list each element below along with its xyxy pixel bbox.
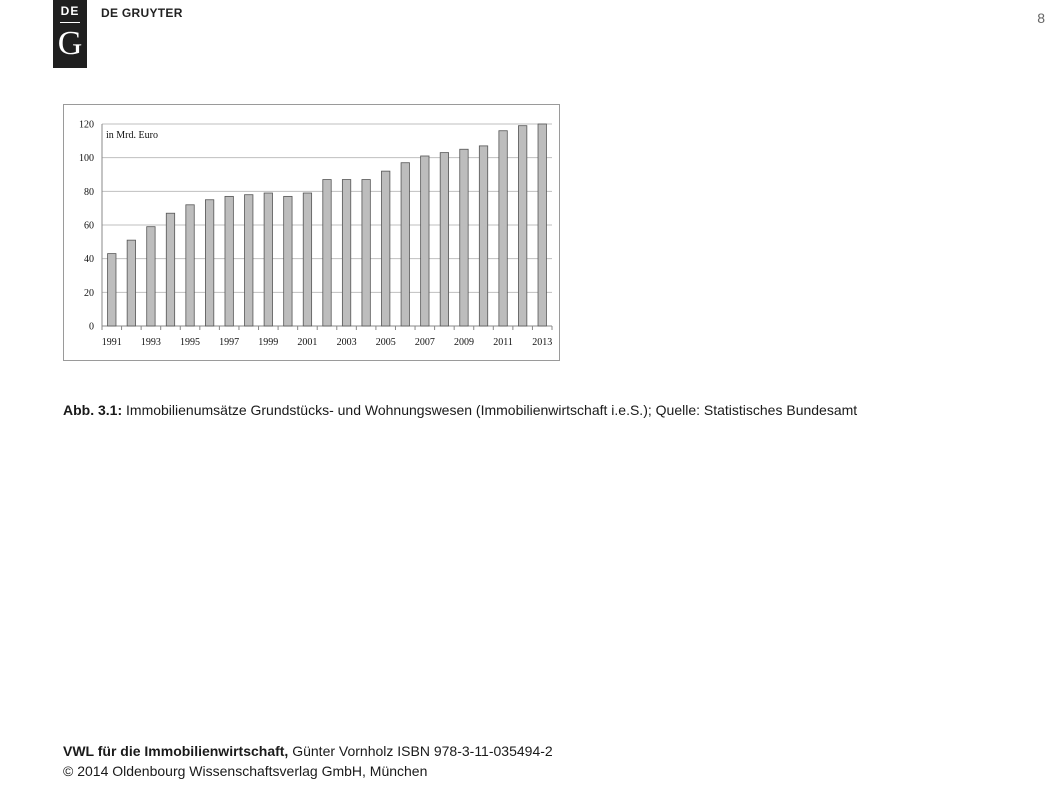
- y-tick-label: 60: [84, 220, 94, 232]
- x-tick-label: 1997: [219, 337, 240, 348]
- bar-2006: [401, 163, 409, 326]
- y-tick-label: 80: [84, 186, 94, 198]
- bar-chart: [64, 105, 559, 360]
- x-tick-label: 2001: [297, 337, 318, 348]
- chart-frame: [63, 104, 560, 361]
- x-tick-label: 1995: [180, 337, 201, 348]
- logo-g-text: G: [57, 25, 83, 62]
- caption-label: Abb. 3.1:: [63, 402, 123, 418]
- bar-2000: [284, 196, 292, 326]
- bar-1994: [166, 213, 174, 326]
- y-tick-label: 40: [84, 254, 94, 266]
- bar-1998: [245, 195, 253, 326]
- bar-2001: [303, 193, 311, 326]
- x-tick-label: 2011: [493, 337, 513, 348]
- bar-1999: [264, 193, 272, 326]
- x-tick-label: 1999: [258, 337, 279, 348]
- footer-copyright: © 2014 Oldenbourg Wissenschaftsverlag GmbH, München: [63, 763, 428, 779]
- bar-2009: [460, 149, 468, 326]
- bar-2011: [499, 131, 507, 326]
- bar-1993: [147, 227, 155, 326]
- x-tick-label: 2009: [453, 337, 474, 348]
- publisher-name: DE GRUYTER: [101, 6, 183, 20]
- y-tick-label: 0: [89, 321, 94, 333]
- x-tick-label: 1993: [140, 337, 161, 348]
- logo-de-text: DE: [60, 4, 80, 18]
- bar-1997: [225, 196, 233, 326]
- bar-1992: [127, 240, 135, 326]
- y-tick-label: 100: [79, 153, 94, 165]
- bar-2002: [323, 180, 331, 326]
- bar-2005: [381, 171, 389, 326]
- bar-2012: [518, 126, 526, 326]
- footer-book-title: VWL für die Immobilienwirtschaft,: [63, 743, 289, 759]
- bar-2008: [440, 153, 448, 326]
- x-tick-label: 2007: [414, 337, 435, 348]
- logo-divider: [60, 22, 80, 23]
- x-tick-label: 2013: [532, 337, 553, 348]
- bar-2004: [362, 180, 370, 326]
- caption-text: Immobilienumsätze Grundstücks- und Wohnungswesen (Immobilienwirtschaft i.e.S.); Quelle: Statistisches Bundesamt: [126, 402, 858, 418]
- y-tick-label: 120: [79, 119, 94, 131]
- bar-2010: [479, 146, 487, 326]
- footer-book-info: Günter Vornholz ISBN 978-3-11-035494-2: [292, 743, 553, 759]
- figure-caption: [63, 399, 903, 421]
- x-tick-label: 2005: [375, 337, 396, 348]
- unit-label: in Mrd. Euro: [106, 130, 158, 141]
- page-number: 8: [1037, 10, 1045, 26]
- bar-1995: [186, 205, 194, 326]
- bar-2013: [538, 124, 546, 326]
- footer-citation: [63, 741, 553, 761]
- x-tick-label: 1991: [101, 337, 122, 348]
- bar-2003: [342, 180, 350, 326]
- publisher-logo: [53, 0, 87, 68]
- bar-1991: [108, 254, 116, 326]
- bar-2007: [421, 156, 429, 326]
- y-tick-label: 20: [84, 287, 94, 299]
- x-tick-label: 2003: [336, 337, 357, 348]
- bar-1996: [205, 200, 213, 326]
- page-footer: [63, 741, 553, 781]
